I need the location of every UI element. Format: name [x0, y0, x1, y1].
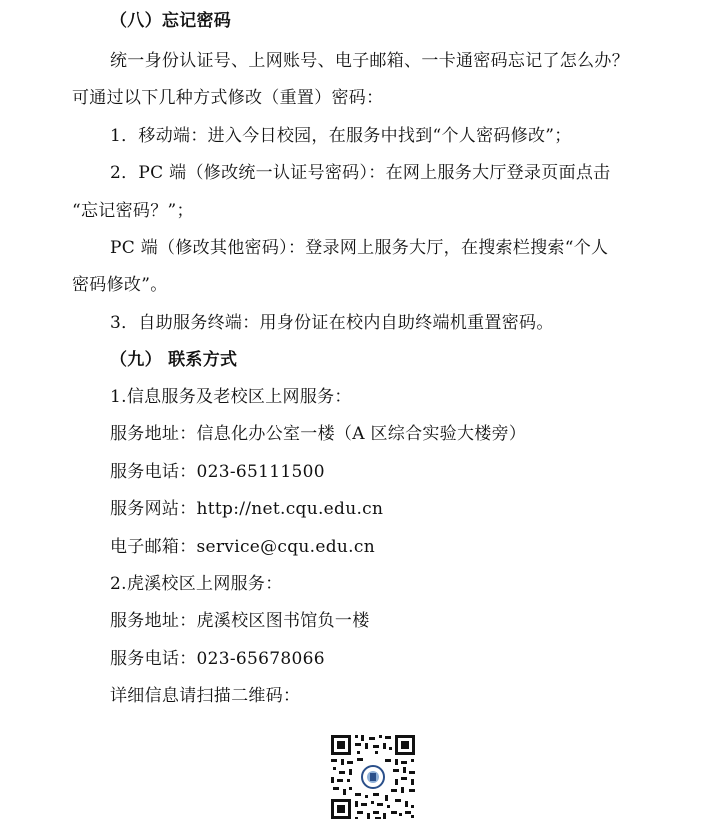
qr-prompt: 详细信息请扫描二维码： [110, 686, 301, 706]
group2-title: 2.虎溪校区上网服务： [110, 574, 283, 594]
group2-address: 服务地址：虎溪校区图书馆负一楼 [110, 611, 370, 631]
group1-website: 服务网站：http://net.cqu.edu.cn [110, 499, 384, 519]
group1-title: 1.信息服务及老校区上网服务： [110, 387, 352, 407]
section8-intro-line2: 可通过以下几种方式修改（重置）密码： [72, 88, 384, 108]
group2-phone: 服务电话：023-65678066 [110, 649, 325, 669]
section9-heading: （九） 联系方式 [110, 350, 238, 370]
section8-item1: 1．移动端：进入今日校园，在服务中找到“个人密码修改”； [110, 126, 572, 146]
section8-heading: （八）忘记密码 [110, 11, 232, 31]
section8-item3: 3．自助服务终端：用身份证在校内自助终端机重置密码。 [110, 313, 554, 333]
section8-item2b-line2: 密码修改”。 [72, 275, 168, 295]
qr-code-icon [329, 733, 417, 821]
group1-email: 电子邮箱：service@cqu.edu.cn [110, 537, 375, 557]
section8-item2b-line1: PC 端（修改其他密码）：登录网上服务大厅，在搜索栏搜索“个人 [110, 238, 609, 258]
group1-address: 服务地址：信息化办公室一楼（A 区综合实验大楼旁） [110, 424, 527, 444]
section8-item2-line2: “忘记密码？”； [72, 201, 194, 221]
section8-item2-line1: 2．PC 端（修改统一认证号密码）：在网上服务大厅登录页面点击 [110, 163, 611, 183]
group1-phone: 服务电话：023-65111500 [110, 462, 325, 482]
section8-intro-line1: 统一身份认证号、上网账号、电子邮箱、一卡通密码忘记了怎么办？ [110, 51, 629, 71]
